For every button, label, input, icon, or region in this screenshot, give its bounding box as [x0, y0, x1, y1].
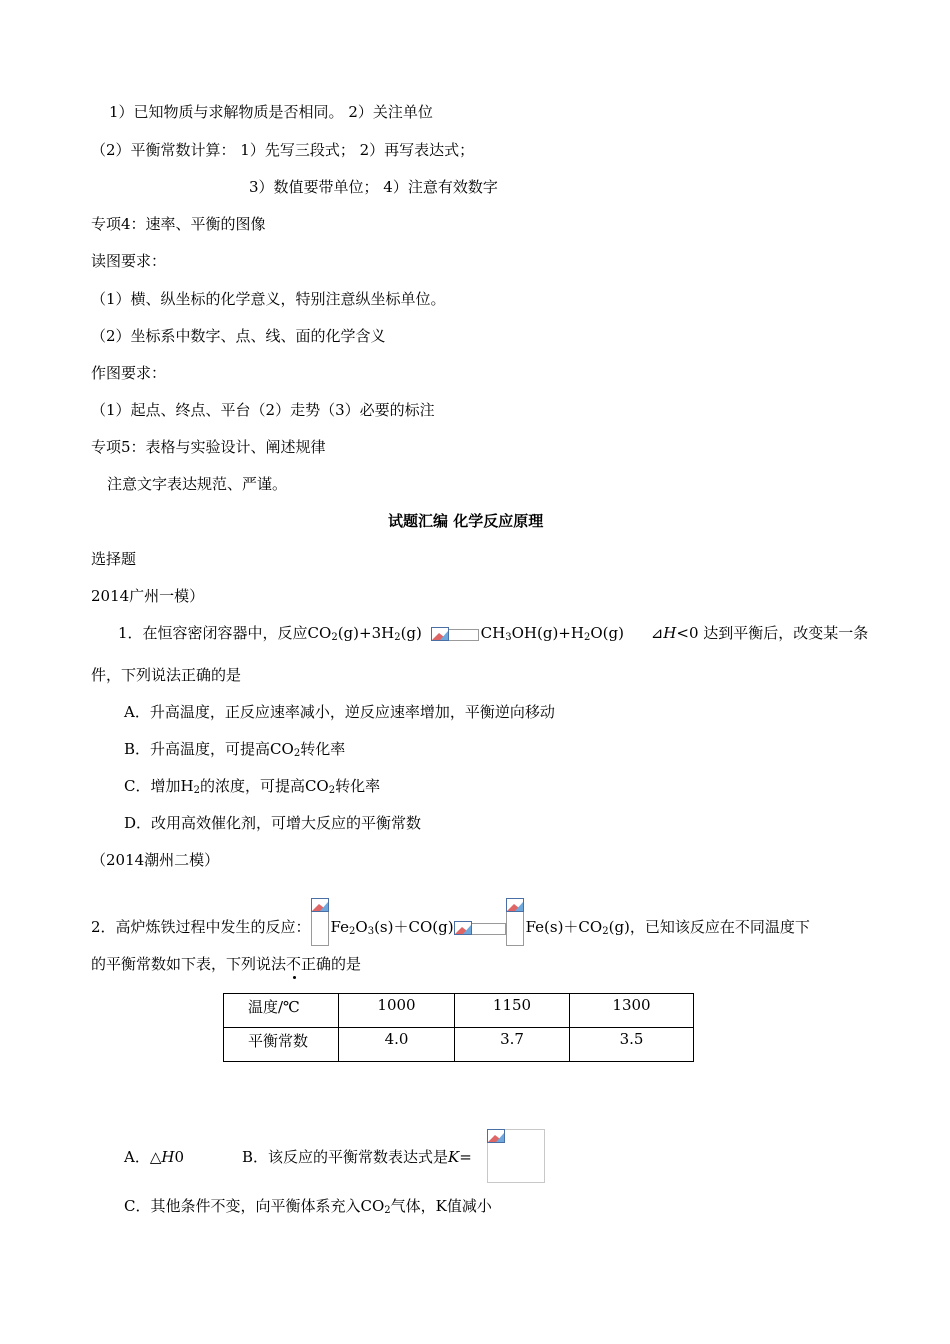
option-text: C．其他条件不变，向平衡体系充入CO — [124, 1197, 385, 1215]
text-line — [91, 954, 361, 974]
subscript: 2 — [384, 1205, 391, 1216]
subscript: 2 — [293, 748, 301, 759]
emphasis-not: 不 — [286, 955, 302, 973]
subscript: 3 — [367, 926, 375, 937]
q1-text: 1．在恒容密闭容器中，反应CO — [118, 624, 332, 642]
broken-image-icon — [311, 898, 329, 912]
option-text: 的浓度，可提高CO — [199, 777, 329, 795]
subscript: 3 — [505, 632, 512, 643]
broken-image-icon — [487, 1129, 505, 1143]
option-text: = — [459, 1148, 472, 1166]
text-line: 读图要求： — [91, 252, 167, 270]
option-a: A．升高温度，正反应速率减小，逆反应速率增加，平衡逆向移动 — [124, 703, 555, 721]
q1-text: OH(g)+H — [511, 624, 584, 642]
table-cell: 3.7 — [455, 1028, 570, 1062]
text-line: （1）起点、终点、平台（2）走势（3）必要的标注 — [91, 401, 435, 419]
text-line: 3）数值要带单位； 4）注意有效数字 — [249, 178, 498, 196]
subscript: 2 — [328, 785, 336, 796]
table-cell: 温度/℃ — [224, 994, 339, 1028]
option-text: 0 — [174, 1148, 185, 1166]
option-text: 气体，K值减小 — [390, 1197, 492, 1215]
option-c — [124, 776, 380, 801]
page-heading: 试题汇编 化学反应原理 — [388, 512, 544, 530]
table-cell: 1300 — [570, 994, 694, 1028]
text-line: 注意文字表达规范、严谨。 — [107, 475, 288, 493]
q1-text: <0 达到平衡后，改变某一条 — [676, 624, 869, 642]
equilibrium-arrow-image — [431, 627, 479, 641]
q2-text: 2．高炉炼铁过程中发生的反应： — [91, 918, 311, 936]
text-line: （2014潮州二模） — [91, 851, 220, 869]
table-cell: 1000 — [339, 994, 455, 1028]
broken-image-icon — [454, 921, 472, 935]
q2-text: 的平衡常数如下表，下列说法 — [91, 955, 287, 973]
subscript: 2 — [193, 785, 200, 796]
equilibrium-arrow-image — [454, 921, 506, 935]
q1-text: ⊿ — [650, 624, 664, 642]
option-b — [242, 1147, 472, 1167]
option-text: K — [448, 1148, 460, 1166]
table-row — [224, 1028, 694, 1062]
subscript: 2 — [331, 632, 338, 643]
text-line: 1）已知物质与求解物质是否相同。 2）关注单位 — [109, 103, 433, 121]
q1-text: CH — [480, 624, 506, 642]
text-line: 2014广州一模） — [91, 587, 205, 605]
option-c — [124, 1196, 492, 1221]
table-cell: 4.0 — [339, 1028, 455, 1062]
option-text: B．该反应的平衡常数表达式是 — [242, 1148, 449, 1166]
subscript: 2 — [583, 632, 591, 643]
broken-image-icon — [431, 627, 449, 641]
option-text: H — [161, 1148, 175, 1166]
option-d: D．改用高效催化剂，可增大反应的平衡常数 — [124, 814, 422, 832]
q2-text: (g)，已知该反应在不同温度下 — [608, 918, 810, 936]
option-text: 转化率 — [335, 777, 381, 795]
table-row — [224, 994, 694, 1028]
subscript: 2 — [349, 926, 356, 937]
q1-text: (g)+3H — [337, 624, 395, 642]
q1-text: (g) — [400, 624, 422, 642]
text-line: 作图要求： — [91, 364, 167, 382]
subscript: 2 — [394, 632, 401, 643]
text-line: 选择题 — [91, 550, 137, 568]
option-text: C．增加H — [124, 777, 194, 795]
text-line: （2）平衡常数计算： 1）先写三段式； 2）再写表达式； — [91, 141, 475, 159]
table-cell: 1150 — [455, 994, 570, 1028]
option-text: 转化率 — [300, 740, 346, 758]
q2-text: O — [355, 918, 368, 936]
section-title: 专项5：表格与实验设计、阐述规律 — [91, 438, 326, 456]
formula-image — [506, 898, 524, 946]
q2-text: 正确的是 — [301, 955, 362, 973]
option-a — [124, 1147, 184, 1167]
broken-image-icon — [506, 898, 524, 912]
equilibrium-constant-table — [223, 993, 694, 1062]
text-line: （1）横、纵坐标的化学意义，特别注意纵坐标单位。 — [91, 290, 446, 308]
subscript: 2 — [602, 926, 609, 937]
q1-text: H — [663, 624, 677, 642]
option-b — [124, 739, 345, 764]
formula-image — [311, 898, 329, 946]
text-line: 件，下列说法正确的是 — [91, 666, 242, 684]
section-title: 专项4：速率、平衡的图像 — [91, 215, 266, 233]
option-text: B．升高温度，可提高CO — [124, 740, 294, 758]
text-line: （2）坐标系中数字、点、线、面的化学含义 — [91, 327, 386, 345]
k-expression-image — [487, 1129, 545, 1183]
q2-text: Fe — [330, 918, 350, 936]
table-cell: 3.5 — [570, 1028, 694, 1062]
question-2 — [91, 898, 810, 946]
question-1 — [118, 623, 868, 648]
table-cell: 平衡常数 — [224, 1028, 339, 1062]
q2-text: (s)＋CO(g) — [374, 918, 454, 936]
option-text: A．△ — [124, 1148, 162, 1166]
q1-text: O(g) — [590, 624, 624, 642]
q2-text: Fe(s)＋CO — [525, 918, 603, 936]
